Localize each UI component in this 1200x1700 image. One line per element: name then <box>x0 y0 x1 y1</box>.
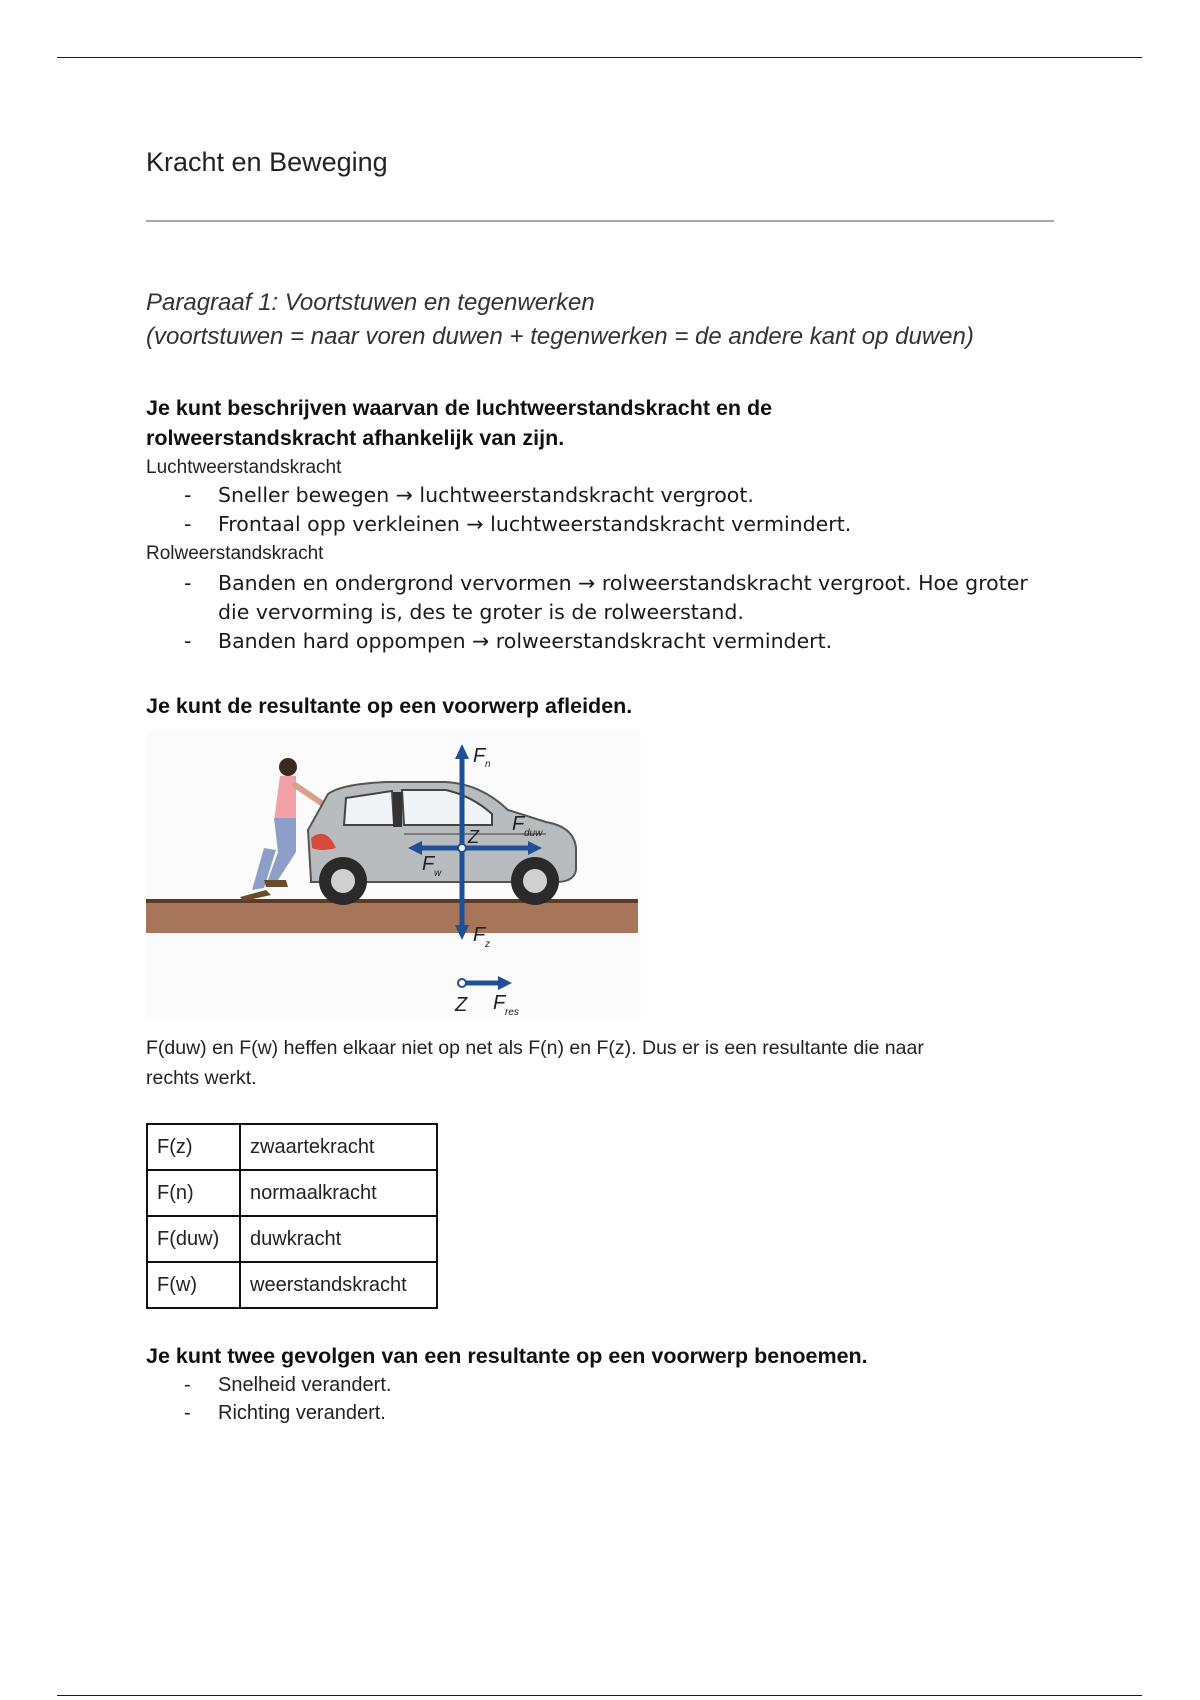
section1-heading-line2: rolweerstandskracht afhankelijk van zijn. <box>146 426 565 450</box>
top-page-rule <box>57 57 1142 58</box>
label-z-resultant: Z <box>455 994 468 1016</box>
bottom-page-rule <box>57 1695 1142 1696</box>
rolling-resistance-label: Rolweerstandskracht <box>146 543 324 564</box>
label-fw: F <box>422 853 435 875</box>
rolling-resistance-list <box>146 569 1056 656</box>
section2-heading: Je kunt de resultante op een voorwerp afleiden. <box>146 694 633 718</box>
list-item: - Snelheid verandert. <box>184 1371 1066 1399</box>
label-z: Z <box>468 827 479 847</box>
resultant-explanation <box>146 1033 1066 1093</box>
list-item: - Banden en ondergrond vervormen → rolweerstandskracht vergroot. Hoe groter die vervorming is, des te groter is de rolweerstand. <box>184 569 1056 627</box>
table-row <box>147 1262 437 1308</box>
table-cell-name: zwaartekracht <box>240 1124 437 1170</box>
ground-surface <box>146 899 638 903</box>
list-item: - Sneller bewegen → luchtweerstandskracht vergroot. <box>184 481 1056 510</box>
paragraph-heading-line2: (voortstuwen = naar voren duwen + tegenwerken = de andere kant op duwen) <box>146 323 974 350</box>
table-cell-symbol: F(n) <box>147 1170 240 1216</box>
center-of-gravity <box>458 844 466 852</box>
section-consequences <box>146 1344 1066 1427</box>
air-resistance-label: Luchtweerstandskracht <box>146 457 342 478</box>
label-fw-sub: w <box>434 868 442 879</box>
air-resistance-list <box>146 481 1056 539</box>
label-fduw-sub: duw <box>524 828 543 839</box>
explanation-line2: rechts werkt. <box>146 1067 257 1089</box>
list-item: - Richting verandert. <box>184 1399 1066 1427</box>
explanation-line1: F(duw) en F(w) heffen elkaar niet op net als F(n) en F(z). Dus er is een resultante die naar <box>146 1037 924 1059</box>
list-item: - Banden hard oppompen → rolweerstandskracht vermindert. <box>184 627 1056 656</box>
table-row <box>147 1216 437 1262</box>
table-cell-name: duwkracht <box>240 1216 437 1262</box>
paragraph-heading <box>146 286 1066 354</box>
ground <box>146 903 638 933</box>
table-cell-name: weerstandskracht <box>240 1262 437 1308</box>
force-diagram <box>146 730 641 1020</box>
table-cell-name: normaalkracht <box>240 1170 437 1216</box>
consequences-list <box>146 1371 1066 1427</box>
title-divider <box>146 220 1054 222</box>
section3-heading: Je kunt twee gevolgen van een resultante op een voorwerp benoemen. <box>146 1344 868 1368</box>
forces-table <box>146 1123 438 1309</box>
table-cell-symbol: F(w) <box>147 1262 240 1308</box>
label-fres-sub: res <box>505 1007 519 1018</box>
label-fres: F <box>493 992 506 1014</box>
document-title: Kracht en Beweging <box>146 147 388 177</box>
label-fduw: F <box>512 813 525 835</box>
label-fn: F <box>473 745 486 767</box>
label-fn-sub: n <box>485 759 491 770</box>
section-resistance <box>146 393 1056 656</box>
list-item: - Frontaal opp verkleinen → luchtweerstandskracht vermindert. <box>184 510 1056 539</box>
table-cell-symbol: F(duw) <box>147 1216 240 1262</box>
label-fz-sub: z <box>485 939 490 950</box>
table-row <box>147 1124 437 1170</box>
table-cell-symbol: F(z) <box>147 1124 240 1170</box>
label-fz: F <box>473 924 486 946</box>
section1-heading-line1: Je kunt beschrijven waarvan de luchtweerstandskracht en de <box>146 396 773 420</box>
paragraph-heading-line1: Paragraaf 1: Voortstuwen en tegenwerken <box>146 289 595 316</box>
table-row <box>147 1170 437 1216</box>
section1-heading <box>146 393 1056 453</box>
resultant-point <box>458 979 466 987</box>
